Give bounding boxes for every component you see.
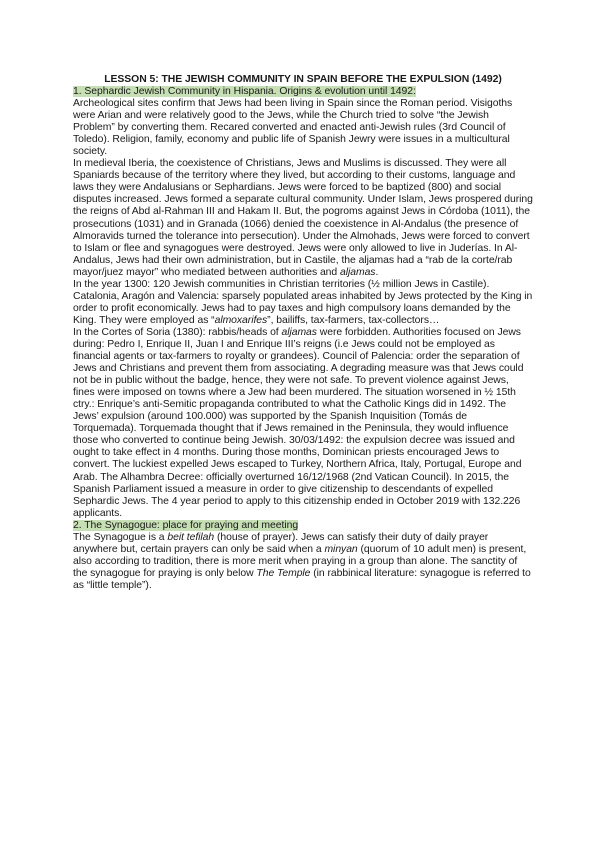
s2-paragraph-start: The Synagogue is a	[73, 531, 168, 543]
paragraph-2-emphasis: aljamas	[339, 266, 376, 278]
section-1-paragraph-3	[73, 279, 533, 327]
s2-paragraph-end: (in rabbinical literature: synagogue is referred to as “little temple”).	[73, 567, 531, 591]
section-1-paragraph-4	[73, 327, 533, 520]
paragraph-4-start: In the Cortes of Soria (1380): rabbis/heads of	[73, 326, 282, 338]
s2-emphasis-2: minyan	[324, 543, 358, 555]
s2-emphasis-1: beit tefilah	[167, 531, 215, 543]
lesson-title: LESSON 5: THE JEWISH COMMUNITY IN SPAIN BEFORE THE EXPULSION (1492)	[104, 74, 502, 85]
paragraph-2-text: In medieval Iberia, the coexistence of Christians, Jews and Muslims is discussed. They were all Spaniards because of the territory where they lived, but according to their customs, language and laws they were Andalusians or Sephardians. Jews were forced to be baptized (800) and social disputes increased. Jews formed a separate cultural community. Under Islam, Jews prospered during the reigns of Abd al-Rahman III and Hakam II. But, the pogroms against Jews in Córdoba (1011), the prosecutions (1031) and in Granada (1066) denied the coexistence in Al-Andalus (the presence of Almoravids turned the tolerance into persecution). Under the Almohads, Jews were forced to convert to Islam or flee and synagogues were destroyed. Jews were only allowed to live in Juderías. In Al-Andalus, Jews had their own administration, but in Castile, the aljamas had a “rab de la corte/rab mayor/juez mayor” who mediated between authorities and	[73, 158, 533, 278]
section-1-paragraph-2	[73, 158, 533, 278]
section-1-heading	[73, 86, 533, 98]
section-1-heading-text: 1. Sephardic Jewish Community in Hispania. Origins & evolution until 1492:	[73, 86, 416, 97]
section-1-paragraph-1: Archeological sites confirm that Jews had been living in Spain since the Roman period. Visigoths were Arian and were relatively good to the Jews, while the Church tried to solve “the Jewish Problem” by converting them. Recared converted and enacted anti-Jewish rules (3rd Council of Toledo). Religion, family, economy and public life of Spanish Jewry were issues in a multicultural society.	[73, 98, 513, 158]
section-2-heading-text: 2. The Synagogue: place for praying and meeting	[73, 519, 299, 531]
paragraph-3-end: ”, bailiffs, tax-farmers, tax-collectors…	[267, 314, 440, 326]
section-2-heading	[73, 520, 533, 532]
paragraph-3-emphasis: almoxarifes	[214, 314, 268, 326]
paragraph-4-emphasis: aljamas	[281, 326, 317, 338]
section-2-paragraph-1	[73, 532, 533, 592]
s2-paragraph-mid2: (quorum of 10 adult men) is present, also according to tradition, there is more merit when praying in a group than alone. The sanctity of the synagogue for praying is only below	[73, 543, 527, 579]
paragraph-3-text: In the year 1300: 120 Jewish communities in Christian territories (½ million Jews in Castile). Catalonia, Aragón and Valencia: sparsely populated areas inhabited by Jews protected by the King in order to profit economically. Jews had to pay taxes and high compulsory loans demanded by the King. They were employed as “	[73, 278, 533, 326]
s2-emphasis-3: The Temple	[256, 567, 311, 579]
document-content	[73, 74, 533, 592]
paragraph-4-text: were forbidden. Authorities focused on Jews during: Pedro I, Enrique II, Juan I and Enrique III’s reigns (i.e Jews could not be employed as financial agents or tax-farmers to royalty or grandees). Council of Palencia: order the separation of Jews and Christians and prevent them from associating. A degrading measure was that Jews could not be in public without the badge, hence, they were not safe. To prevent violence against Jews, fines were imposed on towns where a Jew had been murdered. The situation worsened in ½ 15th ctry.: Enrique’s anti-Semitic propaganda contributed to what the Catholic Kings did in 1492. The Jews’ expulsion (around 100.000) was supported by the Spanish Inquisition (Tomás de Torquemada). Torquemada thought that if Jews remained in the Peninsula, they would influence those who converted to continue being Jewish. 30/03/1492: the expulsion decree was issued and ought to take effect in 4 months. During those months, Dominican priests encouraged Jews to convert. The luckiest expelled Jews escaped to Turkey, Northern Africa, Italy, Portugal, Europe and Arab. The Alhambra Decree: officially overturned 16/12/1968 (2nd Vatican Council). In 2015, the Spanish Parliament issued a measure in order to give citizenship to descendants of expelled Sephardic Jews. The 4 year period to apply to this citizenship ended in October 2019 with 132.226 applicants.	[73, 326, 524, 519]
paragraph-2-end: .	[375, 266, 379, 278]
s2-paragraph-mid: (house of prayer). Jews can satisfy their duty of daily prayer anywhere but, certain prayers can only be said when a	[73, 531, 489, 555]
